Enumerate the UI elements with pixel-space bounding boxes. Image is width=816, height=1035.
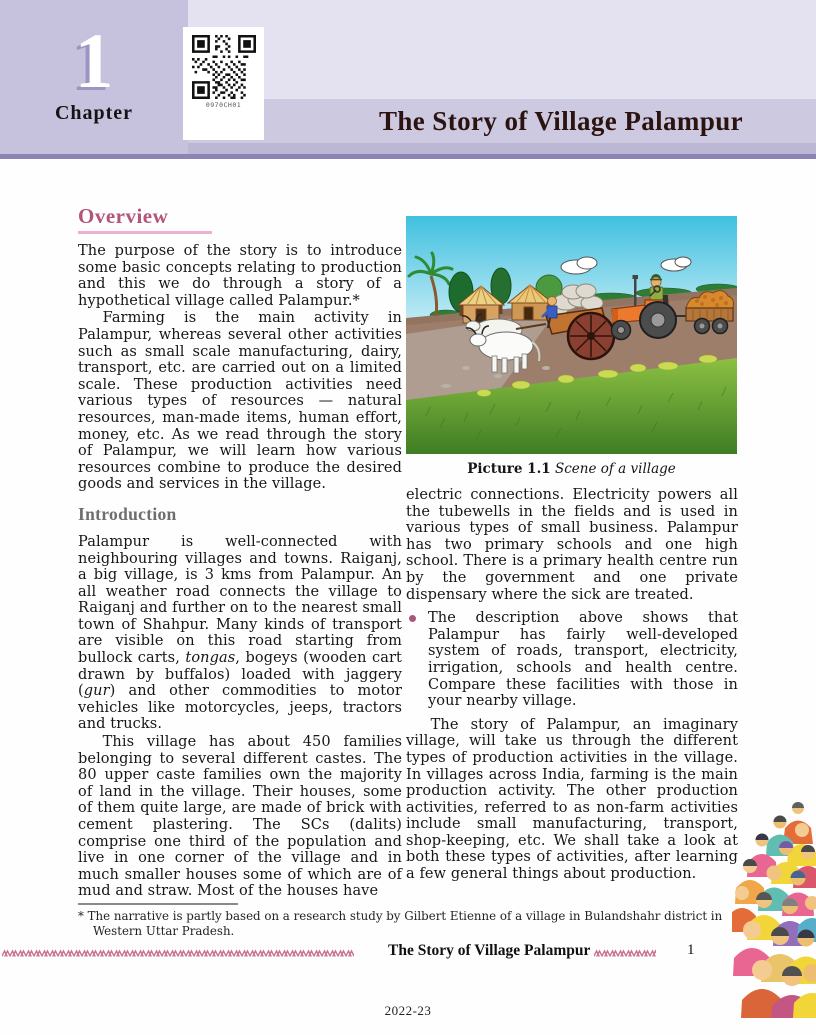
activity-bullet [406, 610, 738, 710]
footnote-text: * The narrative is partly based on a research study by Gilbert Etienne of a village in Bulandshahr district in Western Uttar Pradesh. [78, 909, 723, 938]
qr-code-icon [192, 35, 256, 99]
introduction-heading: Introduction [78, 503, 177, 524]
page-footer [0, 942, 816, 964]
chapter-number-block [0, 0, 188, 154]
right-paragraph-2: The story of Palampur, an imaginary village, will take us through the different types of production activities in the village. In villages across India, farming is the main production activity. The other production activities, referred to as non-farm activities include small manufacturing, transport, shop-keeping, etc. We shall take a look at both these types of activities, after learning a few general things about production. [406, 716, 738, 883]
activity-bullet-text: The description above shows that Palampur has fairly well-developed system of roads, transport, electricity, irrigation, schools and health centre. Compare these facilities with those in your nearby village. [428, 610, 738, 710]
introduction-paragraph-1: Palampur is well-connected with neighbouring villages and towns. Raiganj, a big village, is 3 kms from Palampur. An all weather road connects the village to Raiganj and further on to the nearest small town of Shahpur. Many kinds of transport are visible on this road starting from bullock carts, tongas, bogeys (wooden cart drawn by buffalos) loaded with jaggery (gur) and other commodities to motor vehicles like motorcycles, jeeps, tractors and trucks. [78, 533, 402, 733]
page-number: 1 [687, 942, 695, 958]
qr-code-label: 0970CH01 [205, 101, 242, 109]
header-band-top [188, 0, 816, 99]
left-column [78, 204, 402, 901]
figure-1-1 [406, 216, 737, 477]
overview-heading-underline [78, 231, 212, 234]
zigzag-decoration-right [594, 948, 656, 958]
footnote [78, 903, 740, 938]
chapter-header [0, 0, 816, 159]
right-paragraph-1: electric connections. Electricity powers all the tubewells in the fields and is used in various types of small business. Palampur has two primary schools and one high school. There is a primary health centre run by the government and one private dispensary where the sick are treated. [406, 487, 738, 603]
header-band-bottom [188, 143, 816, 154]
header-title-band [188, 99, 816, 143]
crowd-illustration [732, 778, 816, 1018]
bullet-icon [409, 615, 416, 622]
footer-chapter-title: The Story of Village Palampur [388, 942, 591, 959]
zigzag-decoration-left [2, 948, 354, 958]
chapter-label: Chapter [54, 102, 134, 124]
year-label: 2022-23 [384, 1003, 432, 1018]
chapter-number: 1 [74, 17, 114, 104]
right-column [406, 216, 738, 884]
figure-caption: Picture 1.1 Scene of a village [467, 461, 676, 477]
footnote-divider [78, 903, 238, 905]
village-scene-illustration [406, 216, 737, 454]
overview-paragraph-2: Farming is the main activity in Palampur, whereas several other activities such as small scale manufacturing, dairy, transport, etc. are carried out on a limited scale. These production activities need various types of resources — natural resources, man-made items, human effort, money, etc. As we read through the story of Palampur, we will learn how various resources combine to produce the desired goods and services in the village. [78, 310, 402, 493]
qr-code [183, 27, 264, 140]
overview-heading: Overview [78, 204, 169, 228]
chapter-title: The Story of Village Palampur [378, 106, 744, 136]
introduction-paragraph-2: This village has about 450 families belonging to several different castes. The 80 upper caste families own the majority of land in the village. Their houses, some of them quite large, are made of brick with cement plastering. The SCs (dalits) comprise one third of the population and live in one corner of the village and in much smaller houses some of which are of mud and straw. Most of the houses have [78, 734, 402, 900]
overview-paragraph-1: The purpose of the story is to introduce some basic concepts relating to production and this we do through a story of a hypothetical village called Palampur.* [78, 243, 402, 309]
header-divider [0, 154, 816, 159]
